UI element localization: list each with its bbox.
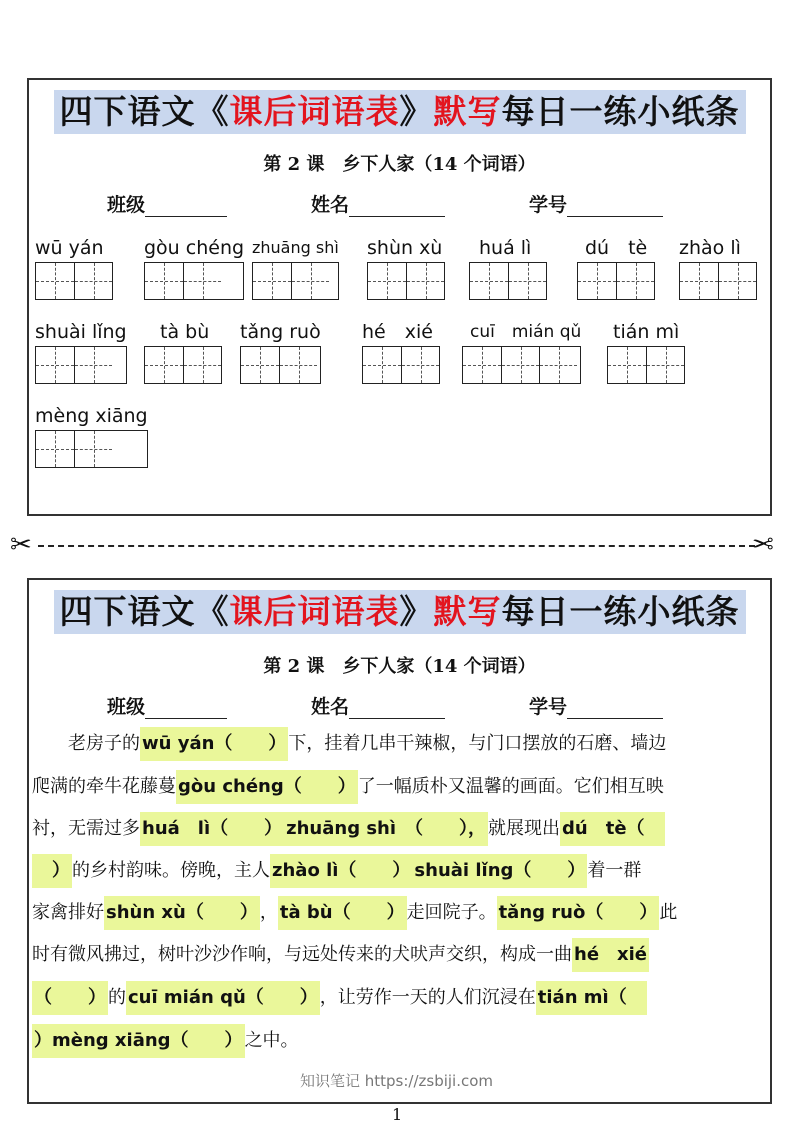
pinyin-blank[interactable]: ）mèng xiāng（ ）	[32, 1024, 245, 1058]
pinyin-label: tà bù	[160, 321, 210, 343]
paragraph-line: （ ） 的 cuī mián qǔ（ ） ，让劳作一天的人们沉浸在 tián mì（	[32, 980, 647, 1016]
paragraph-line: 爬满的牵牛花藤蔓 gòu chéng（ ） 了一幅质朴又温馨的画面。它们相互映	[32, 769, 664, 805]
word-item[interactable]	[144, 236, 244, 300]
paragraph-line: 家禽排好 shùn xù（ ） ， tà bù（ ） 走回院子。 tǎng ruò（ ） 此	[32, 895, 677, 931]
pinyin-label: hé xié	[362, 321, 433, 343]
pinyin-blank[interactable]: ）	[32, 854, 72, 888]
pinyin-blank[interactable]: shùn xù（ ）	[104, 896, 260, 930]
pinyin-blank[interactable]: dú tè（	[560, 812, 665, 846]
writing-grid[interactable]	[144, 346, 222, 384]
pinyin-blank[interactable]: gòu chéng（ ）	[176, 770, 358, 804]
pinyin-blank[interactable]: tà bù（ ）	[278, 896, 407, 930]
writing-grid[interactable]	[144, 262, 244, 300]
name-field[interactable]: 姓名	[311, 190, 445, 217]
scissors-icon: ✂	[10, 530, 32, 560]
writing-grid[interactable]	[35, 262, 113, 300]
cut-line-divider	[38, 545, 755, 547]
pinyin-label: zhào lì	[679, 237, 741, 259]
worksheet-card-top	[27, 78, 772, 516]
word-item[interactable]	[679, 236, 757, 300]
pinyin-blank[interactable]: hé xié	[572, 938, 649, 972]
pinyin-blank[interactable]: tián mì（	[536, 981, 647, 1015]
student-id-field[interactable]: 学号	[529, 692, 663, 719]
writing-grid[interactable]	[35, 346, 127, 384]
writing-grid[interactable]	[35, 430, 148, 468]
pinyin-label: huá lì	[479, 237, 532, 259]
class-field[interactable]: 班级	[107, 190, 227, 217]
writing-grid[interactable]	[679, 262, 757, 300]
paragraph-line: 老房子的 wū yán（ ） 下，挂着几串干辣椒，与门口摆放的石磨、墙边	[32, 726, 666, 762]
word-item[interactable]	[144, 320, 222, 384]
writing-grid[interactable]	[607, 346, 685, 384]
pinyin-blank[interactable]: tǎng ruò（ ）	[497, 896, 660, 930]
word-item[interactable]	[367, 236, 445, 300]
pinyin-label: mèng xiāng	[35, 405, 148, 427]
pinyin-label: zhuāng shì	[252, 238, 339, 257]
pinyin-blank[interactable]: zhuāng shì （ ），	[284, 812, 488, 846]
class-field[interactable]: 班级	[107, 692, 227, 719]
word-item[interactable]	[35, 320, 127, 384]
pinyin-label: tián mì	[613, 321, 680, 343]
writing-grid[interactable]	[362, 346, 440, 384]
word-item[interactable]	[607, 320, 685, 384]
writing-grid[interactable]	[367, 262, 445, 300]
card-title: 四下语文《课后词语表》默写每日一练小纸条	[29, 90, 770, 134]
pinyin-blank[interactable]: shuài lǐng（ ）	[412, 854, 587, 888]
word-item[interactable]	[252, 236, 339, 300]
paragraph-line: 时有微风拂过，树叶沙沙作响，与远处传来的犬吠声交织，构成一曲 hé xié	[32, 937, 649, 973]
pinyin-label: shùn xù	[367, 237, 443, 259]
word-item[interactable]	[362, 320, 440, 384]
word-item[interactable]	[577, 236, 655, 300]
pinyin-label: tǎng ruò	[240, 321, 321, 343]
writing-grid[interactable]	[469, 262, 547, 300]
paragraph-line: 衬，无需过多 huá lì（ ） zhuāng shì （ ）， 就展现出 dú tè（	[32, 811, 665, 847]
word-item[interactable]	[469, 236, 547, 300]
writing-grid[interactable]	[252, 262, 339, 300]
word-item[interactable]	[35, 236, 113, 300]
lesson-heading: 第 2 课 乡下人家（14 个词语）	[263, 154, 536, 175]
paragraph-line: ） 的乡村韵味。傍晚，主人 zhào lì（ ） shuài lǐng（ ） 着一群	[32, 853, 641, 889]
page-number: 1	[392, 1105, 403, 1124]
pinyin-label: dú tè	[585, 237, 648, 259]
scissors-icon: ✂	[752, 530, 774, 560]
pinyin-label: cuī mián qǔ	[470, 322, 582, 342]
footer-watermark: 知识笔记 https://zsbiji.com	[299, 1072, 494, 1090]
word-item[interactable]	[35, 404, 148, 468]
pinyin-label: wū yán	[35, 237, 104, 259]
pinyin-blank[interactable]: cuī mián qǔ（ ）	[126, 981, 320, 1015]
name-field[interactable]: 姓名	[311, 692, 445, 719]
word-item[interactable]	[462, 320, 581, 384]
word-item[interactable]	[240, 320, 321, 384]
pinyin-blank[interactable]: wū yán（ ）	[140, 727, 288, 761]
pinyin-blank[interactable]: huá lì（ ）	[140, 812, 284, 846]
pinyin-blank[interactable]: zhào lì（ ）	[270, 854, 412, 888]
lesson-heading: 第 2 课 乡下人家（14 个词语）	[263, 656, 536, 677]
student-id-field[interactable]: 学号	[529, 190, 663, 217]
card-title: 四下语文《课后词语表》默写每日一练小纸条	[29, 590, 770, 634]
pinyin-label: shuài lǐng	[35, 321, 127, 343]
writing-grid[interactable]	[577, 262, 655, 300]
pinyin-label: gòu chéng	[144, 237, 245, 259]
writing-grid[interactable]	[462, 346, 581, 384]
writing-grid[interactable]	[240, 346, 321, 384]
pinyin-blank[interactable]: （ ）	[32, 981, 108, 1015]
paragraph-line: ）mèng xiāng（ ） 之中。	[32, 1023, 299, 1059]
